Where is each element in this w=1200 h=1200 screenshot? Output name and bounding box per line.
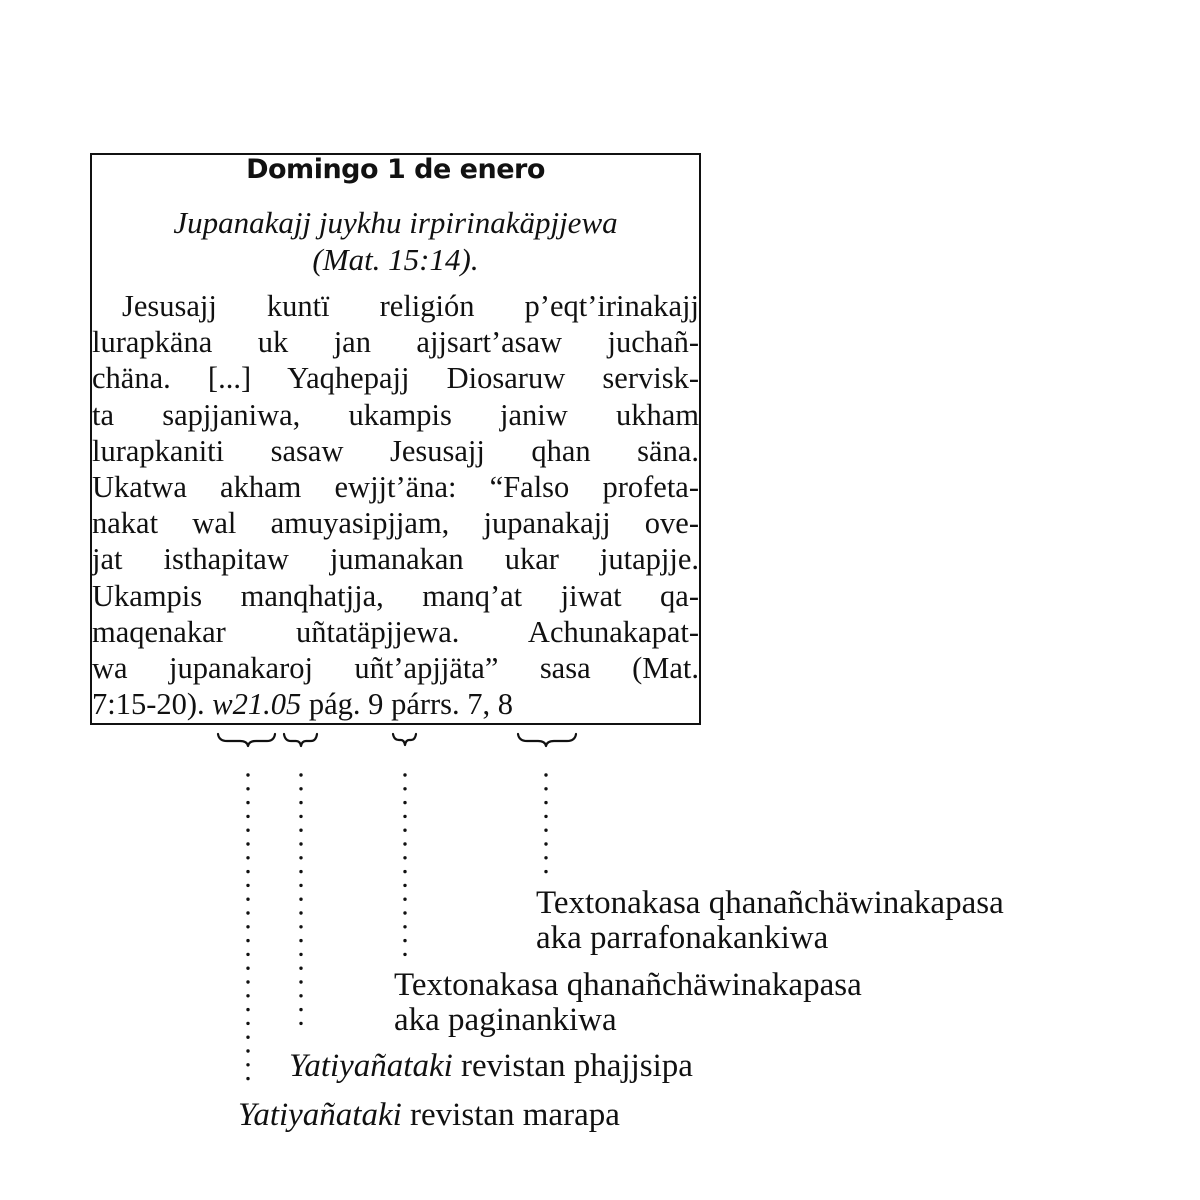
body-line: Jesusajj kuntï religión p’eqt’irinakajj xyxy=(122,289,699,323)
citation-paragraphs: párrs. 7, 8 xyxy=(391,687,514,722)
body-line: wa jupanakaroj uñt’apjjäta” sasa (Mat. xyxy=(92,650,699,685)
scripture-line-1: Jupanakajj juykhu irpirinakäpjjewa xyxy=(173,205,618,240)
label-issue-emphasis: Yatiyañataki xyxy=(289,1048,453,1084)
body-line: maqenakar uñtatäpjjewa. Achunakapat- xyxy=(92,614,699,649)
body-line: lurapkaniti sasaw Jesusajj qhan säna. xyxy=(92,433,699,468)
citation-lead: 7:15-20). xyxy=(92,687,205,722)
label-paragraphs-line-1: Textonakasa qhanañchäwinakapasa xyxy=(536,885,1004,921)
body-line: Ukampis manqhatjja, manq’at jiwat qa- xyxy=(92,578,699,613)
brace-paragraphs xyxy=(518,734,576,746)
scripture-line-2: (Mat. 15:14). xyxy=(312,242,479,277)
label-issue-rest: revistan phajjsipa xyxy=(452,1048,693,1084)
body-line: chäna. [...] Yaqhepajj Diosaruw servisk- xyxy=(92,361,699,396)
brace-issue xyxy=(284,734,317,746)
brace-page xyxy=(393,734,416,745)
body-line: jat isthapitaw jumanakan ukar jutapjje. xyxy=(92,542,699,577)
citation-page: pág. 9 xyxy=(308,687,384,722)
body-line: lurapkäna uk jan ajjsart’asaw juchañ- xyxy=(92,325,699,360)
label-page xyxy=(394,968,862,1038)
label-paragraphs xyxy=(536,886,1004,956)
label-year-rest: revistan marapa xyxy=(401,1097,620,1133)
date-heading: Domingo 1 de enero xyxy=(246,154,545,185)
body-line: Ukatwa akham ewjjt’äna: “Falso profeta- xyxy=(92,469,699,504)
brace-year xyxy=(218,734,275,746)
label-paragraphs-line-2: aka parrafonakankiwa xyxy=(536,920,829,956)
label-year xyxy=(238,1098,620,1133)
label-year-emphasis: Yatiyañataki xyxy=(238,1097,402,1133)
label-page-line-1: Textonakasa qhanañchäwinakapasa xyxy=(394,967,862,1003)
citation-publication: w21.05 xyxy=(212,687,302,722)
label-issue xyxy=(289,1049,693,1084)
body-line: ta sapjjaniwa, ukampis janiw ukham xyxy=(92,397,699,432)
label-page-line-2: aka paginankiwa xyxy=(394,1002,617,1038)
body-line: nakat wal amuyasipjjam, jupanakajj ove- xyxy=(92,506,699,541)
